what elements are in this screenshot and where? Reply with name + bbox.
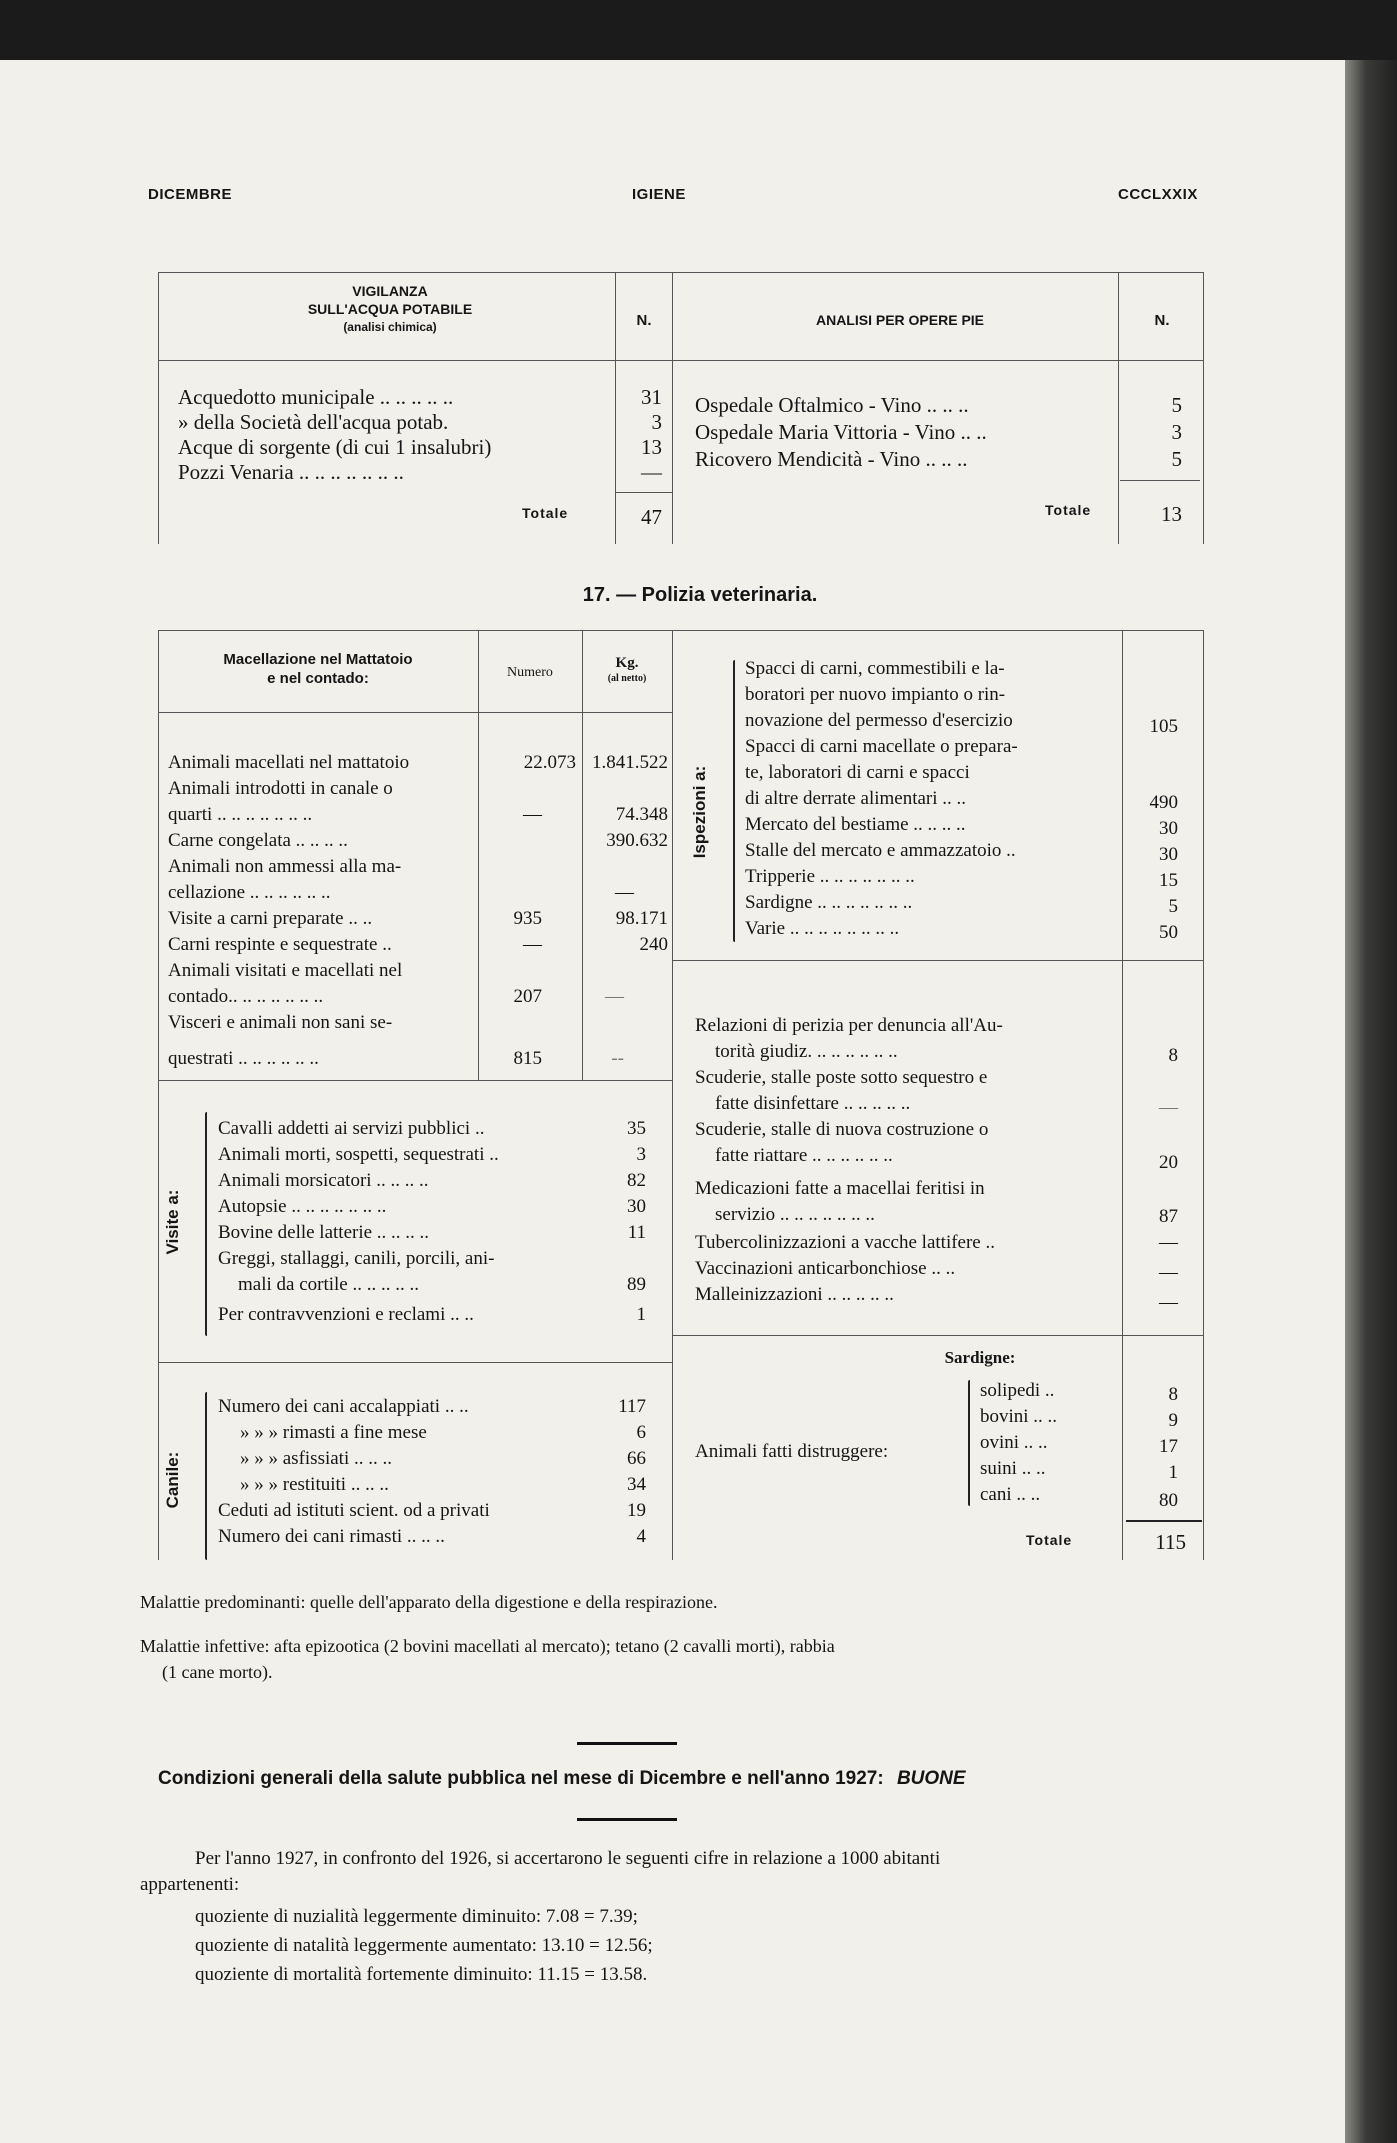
macellazione-title <box>160 650 476 688</box>
opere-row-value: 5 <box>1171 393 1182 417</box>
kg-note: (al netto) <box>607 673 647 684</box>
relazioni-row-label: servizio .. .. .. .. .. .. .. <box>715 1204 875 1225</box>
canile-row-label: » » » restituiti .. .. .. <box>240 1474 389 1495</box>
macellazione-numero: 815 <box>513 1048 542 1069</box>
quoziente-nuzialita: quoziente di nuzialità leggermente diminuito: 7.08 = 7.39; <box>195 1906 638 1927</box>
macellazione-kg: 74.348 <box>615 804 668 825</box>
rule <box>582 630 583 1080</box>
opere-total-label: Totale <box>1045 502 1092 518</box>
relazioni-row-label: Tubercolinizzazioni a vacche lattifere .. <box>695 1232 995 1253</box>
visite-row-value: 35 <box>627 1118 646 1139</box>
visite-row-label: Autopsie .. .. .. .. .. .. .. <box>218 1196 387 1217</box>
water-row-label: Pozzi Venaria .. .. .. .. .. .. .. <box>178 460 404 484</box>
rule <box>158 712 672 713</box>
ispezioni-row-label: Varie .. .. .. .. .. .. .. .. <box>745 918 900 939</box>
visite-row-value: 1 <box>636 1304 646 1325</box>
ispezioni-row-label: Spacci di carni macellate o prepara- <box>745 736 1018 757</box>
relazioni-row-label: Vaccinazioni anticarbonchiose .. .. <box>695 1258 956 1279</box>
brace <box>205 1112 207 1336</box>
relazioni-row-label: fatte riattare .. .. .. .. .. .. <box>715 1145 893 1166</box>
col-numero-header: Numero <box>507 665 553 680</box>
sardigne-row-label: solipedi .. <box>980 1380 1055 1401</box>
macellazione-row-label: Visceri e animali non sani se- <box>168 1012 393 1033</box>
canile-row-label: Ceduti ad istituti scient. od a privati <box>218 1500 490 1521</box>
canile-row-value: 34 <box>627 1474 646 1495</box>
sardigne-row-value: 8 <box>1168 1384 1178 1405</box>
water-row-label: » della Società dell'acqua potab. <box>178 410 449 434</box>
sardigne-title: Sardigne: <box>944 1348 1016 1367</box>
visite-row-value: 82 <box>627 1170 646 1191</box>
water-row-label: Acquedotto municipale .. .. .. .. .. <box>178 385 454 409</box>
macellazione-row-label: quarti .. .. .. .. .. .. .. <box>168 804 313 825</box>
visite-row-value: 11 <box>627 1222 646 1243</box>
title-line: VIGILANZA <box>352 283 428 299</box>
sardigne-row-value: 1 <box>1168 1462 1178 1483</box>
rule <box>1122 630 1123 1560</box>
sardigne-total-value: 115 <box>1155 1530 1186 1554</box>
relazioni-row-value: — <box>1159 1262 1178 1283</box>
ispezioni-label: Ispezioni a: <box>690 765 709 859</box>
macellazione-kg: — <box>615 882 634 903</box>
sardigne-row-label: ovini .. .. <box>980 1432 1048 1453</box>
header-page-number: CCCLXXIX <box>1118 186 1198 203</box>
ispezioni-row-value: 5 <box>1168 896 1178 917</box>
ispezioni-row-value: 15 <box>1159 870 1178 891</box>
relazioni-row-label: Medicazioni fatte a macellai feritisi in <box>695 1178 985 1199</box>
macellazione-row-label: Carne congelata .. .. .. .. <box>168 830 348 851</box>
visite-row-label: Animali morsicatori .. .. .. .. <box>218 1170 429 1191</box>
macellazione-kg: 240 <box>639 934 668 955</box>
col-kg-header <box>584 655 670 687</box>
opere-row-label: Ospedale Maria Vittoria - Vino .. .. <box>695 420 987 444</box>
relazioni-row-value: — <box>1159 1232 1178 1253</box>
separator <box>577 1818 677 1821</box>
relazioni-row-label: Relazioni di perizia per denuncia all'Au- <box>695 1015 1003 1036</box>
water-total-label: Totale <box>522 505 569 521</box>
canile-row-label: Numero dei cani rimasti .. .. .. <box>218 1526 445 1547</box>
rule <box>158 1362 672 1363</box>
rule <box>672 1335 1203 1336</box>
visite-row-label: Per contravvenzioni e reclami .. .. <box>218 1304 474 1325</box>
rule <box>1126 1520 1202 1522</box>
visite-row-label: Greggi, stallaggi, canili, porcili, ani- <box>218 1248 495 1269</box>
brace <box>968 1380 970 1506</box>
brace <box>205 1392 207 1560</box>
macellazione-row-label: Animali non ammessi alla ma- <box>168 856 402 877</box>
title-line: Macellazione nel Mattatoio <box>223 651 413 668</box>
macellazione-row-label: Carni respinte e sequestrate .. <box>168 934 392 955</box>
sardigne-row-value: 17 <box>1159 1436 1178 1457</box>
kg-label: Kg. <box>615 655 639 671</box>
relazioni-row-value: — <box>1159 1292 1178 1313</box>
rule <box>1120 480 1200 481</box>
ispezioni-row-label: Tripperie .. .. .. .. .. .. .. <box>745 866 915 887</box>
relazioni-row-label: fatte disinfettare .. .. .. .. .. <box>715 1093 911 1114</box>
water-row-value: 3 <box>651 410 662 434</box>
visite-row-label: Animali morti, sospetti, sequestrati .. <box>218 1144 499 1165</box>
sardigne-row-value: 80 <box>1159 1490 1178 1511</box>
ispezioni-row-value: 50 <box>1159 922 1178 943</box>
relazioni-row-label: Malleinizzazioni .. .. .. .. .. <box>695 1284 894 1305</box>
visite-row-label: Cavalli addetti ai servizi pubblici .. <box>218 1118 485 1139</box>
ispezioni-row-label: di altre derrate alimentari .. .. <box>745 788 967 809</box>
macellazione-kg: 98.171 <box>615 908 668 929</box>
macellazione-row-label: Animali macellati nel mattatoio <box>168 752 410 773</box>
opere-pie-title: ANALISI PER OPERE PIE <box>815 312 985 328</box>
sardigne-total-label: Totale <box>1026 1532 1073 1548</box>
macellazione-row-label: Visite a carni preparate .. .. <box>168 908 373 929</box>
water-row-value: — <box>641 460 662 484</box>
relazioni-row-value: 8 <box>1168 1045 1178 1066</box>
ispezioni-row-value: 105 <box>1149 716 1178 737</box>
visite-row-label: mali da cortile .. .. .. .. .. <box>238 1274 419 1295</box>
rule <box>478 630 479 1080</box>
sardigne-row-label: suini .. .. <box>980 1458 1046 1479</box>
title-line: (analisi chimica) <box>343 320 437 334</box>
macellazione-row-label: cellazione .. .. .. .. .. .. <box>168 882 331 903</box>
canile-row-value: 117 <box>618 1396 646 1417</box>
ispezioni-row-label: Spacci di carni, commestibili e la- <box>745 658 1005 679</box>
macellazione-kg: — <box>605 986 624 1007</box>
rule <box>672 960 1203 961</box>
canile-row-value: 4 <box>636 1526 646 1547</box>
rule <box>1203 272 1204 544</box>
relazioni-row-label: Scuderie, stalle di nuova costruzione o <box>695 1119 989 1140</box>
anno-intro-cont: appartenenti: <box>140 1874 240 1895</box>
macellazione-numero: 22.073 <box>523 752 576 773</box>
visite-row-label: Bovine delle latterie .. .. .. .. <box>218 1222 430 1243</box>
rule <box>158 630 1204 631</box>
relazioni-row-label: Scuderie, stalle poste sotto sequestro e <box>695 1067 988 1088</box>
col-n-header: N. <box>1154 312 1170 329</box>
sardigne-row-label: cani .. .. <box>980 1484 1041 1505</box>
condizioni-text: Condizioni generali della salute pubblica nel mese di Dicembre e nell'anno 1927: <box>158 1768 884 1789</box>
rule <box>672 272 673 544</box>
macellazione-kg: -- <box>611 1048 624 1069</box>
canile-row-value: 19 <box>627 1500 646 1521</box>
ispezioni-row-label: Mercato del bestiame .. .. .. .. <box>745 814 966 835</box>
macellazione-row-label: questrati .. .. .. .. .. .. <box>168 1048 319 1069</box>
malattie-infettive: Malattie infettive: afta epizootica (2 bovini macellati al mercato); tetano (2 cavalli morti), rabbia <box>140 1636 835 1656</box>
opere-row-label: Ricovero Mendicità - Vino .. .. .. <box>695 447 968 471</box>
quoziente-mortalita: quoziente di mortalità fortemente diminuito: 11.15 = 13.58. <box>195 1964 648 1985</box>
quoziente-natalita: quoziente di natalità leggermente aumentato: 13.10 = 12.56; <box>195 1935 653 1956</box>
opere-row-value: 5 <box>1171 447 1182 471</box>
visite-row-value: 30 <box>627 1196 646 1217</box>
opere-row-label: Ospedale Oftalmico - Vino .. .. .. <box>695 393 969 417</box>
macellazione-row-label: contado.. .. .. .. .. .. .. <box>168 986 324 1007</box>
canile-row-label: » » » rimasti a fine mese <box>240 1422 427 1443</box>
rule <box>158 272 1204 273</box>
water-row-label: Acque di sorgente (di cui 1 insalubri) <box>178 435 492 459</box>
macellazione-numero: — <box>523 934 542 955</box>
header-section: IGIENE <box>632 186 686 203</box>
opere-row-value: 3 <box>1171 420 1182 444</box>
ispezioni-row-value: 30 <box>1159 818 1178 839</box>
relazioni-row-label: torità giudiz. .. .. .. .. .. .. <box>715 1041 898 1062</box>
opere-total-value: 13 <box>1161 502 1182 526</box>
macellazione-numero: 207 <box>513 986 542 1007</box>
scan-border-top <box>0 0 1397 60</box>
rule <box>1118 272 1119 544</box>
water-row-value: 31 <box>641 385 662 409</box>
malattie-infettive-cont: (1 cane morto). <box>162 1662 273 1682</box>
ispezioni-row-label: boratori per nuovo impianto o rin- <box>745 684 1006 705</box>
ispezioni-row-label: Stalle del mercato e ammazzatoio .. <box>745 840 1016 861</box>
rule <box>1203 630 1204 1560</box>
relazioni-row-value: — <box>1159 1097 1178 1118</box>
relazioni-row-value: 20 <box>1159 1152 1178 1173</box>
sardigne-left-label: Animali fatti distruggere: <box>695 1441 889 1462</box>
anno-intro: Per l'anno 1927, in confronto del 1926, si accertarono le seguenti cifre in relazione a 1000 abitanti <box>195 1848 941 1869</box>
relazioni-row-value: 87 <box>1159 1206 1178 1227</box>
ispezioni-row-label: te, laboratori di carni e spacci <box>745 762 970 783</box>
condizioni-value: BUONE <box>896 1768 966 1789</box>
macellazione-kg: 1.841.522 <box>592 752 668 773</box>
visite-row-value: 3 <box>636 1144 646 1165</box>
ispezioni-row-label: novazione del permesso d'esercizio <box>745 710 1013 731</box>
rule <box>672 630 673 1560</box>
rule <box>158 360 1204 361</box>
separator <box>577 1742 677 1745</box>
canile-row-label: » » » asfissiati .. .. .. <box>240 1448 392 1469</box>
section-title: 17. — Polizia veterinaria. <box>582 584 818 606</box>
macellazione-row-label: Animali introdotti in canale o <box>168 778 393 799</box>
rule <box>158 272 159 544</box>
ispezioni-row-value: 490 <box>1149 792 1178 813</box>
sardigne-row-label: bovini .. .. <box>980 1406 1058 1427</box>
scan-border-right <box>1345 60 1397 2143</box>
visite-label: Visite a: <box>163 1189 182 1255</box>
rule <box>158 630 159 1560</box>
macellazione-kg: 390.632 <box>606 830 668 851</box>
rule <box>158 1080 672 1081</box>
canile-row-value: 6 <box>636 1422 646 1443</box>
canile-label: Canile: <box>163 1451 182 1509</box>
vigilanza-title <box>240 282 540 336</box>
macellazione-numero: — <box>523 804 542 825</box>
canile-row-label: Numero dei cani accalappiati .. .. <box>218 1396 469 1417</box>
macellazione-numero: 935 <box>513 908 542 929</box>
sardigne-row-value: 9 <box>1168 1410 1178 1431</box>
ispezioni-row-label: Sardigne .. .. .. .. .. .. .. <box>745 892 913 913</box>
title-line: SULL'ACQUA POTABILE <box>307 301 473 317</box>
col-n-header: N. <box>636 312 652 329</box>
water-row-value: 13 <box>641 435 662 459</box>
ispezioni-row-value: 30 <box>1159 844 1178 865</box>
canile-row-value: 66 <box>627 1448 646 1469</box>
water-total-value: 47 <box>641 505 662 529</box>
title-line: e nel contado: <box>267 670 369 687</box>
visite-row-value: 89 <box>627 1274 646 1295</box>
header-month: DICEMBRE <box>148 186 233 203</box>
brace <box>733 660 735 942</box>
condizioni-generali <box>158 1768 966 1790</box>
rule <box>616 492 672 493</box>
macellazione-row-label: Animali visitati e macellati nel <box>168 960 403 981</box>
malattie-predominanti: Malattie predominanti: quelle dell'apparato della digestione e della respirazione. <box>140 1592 718 1612</box>
